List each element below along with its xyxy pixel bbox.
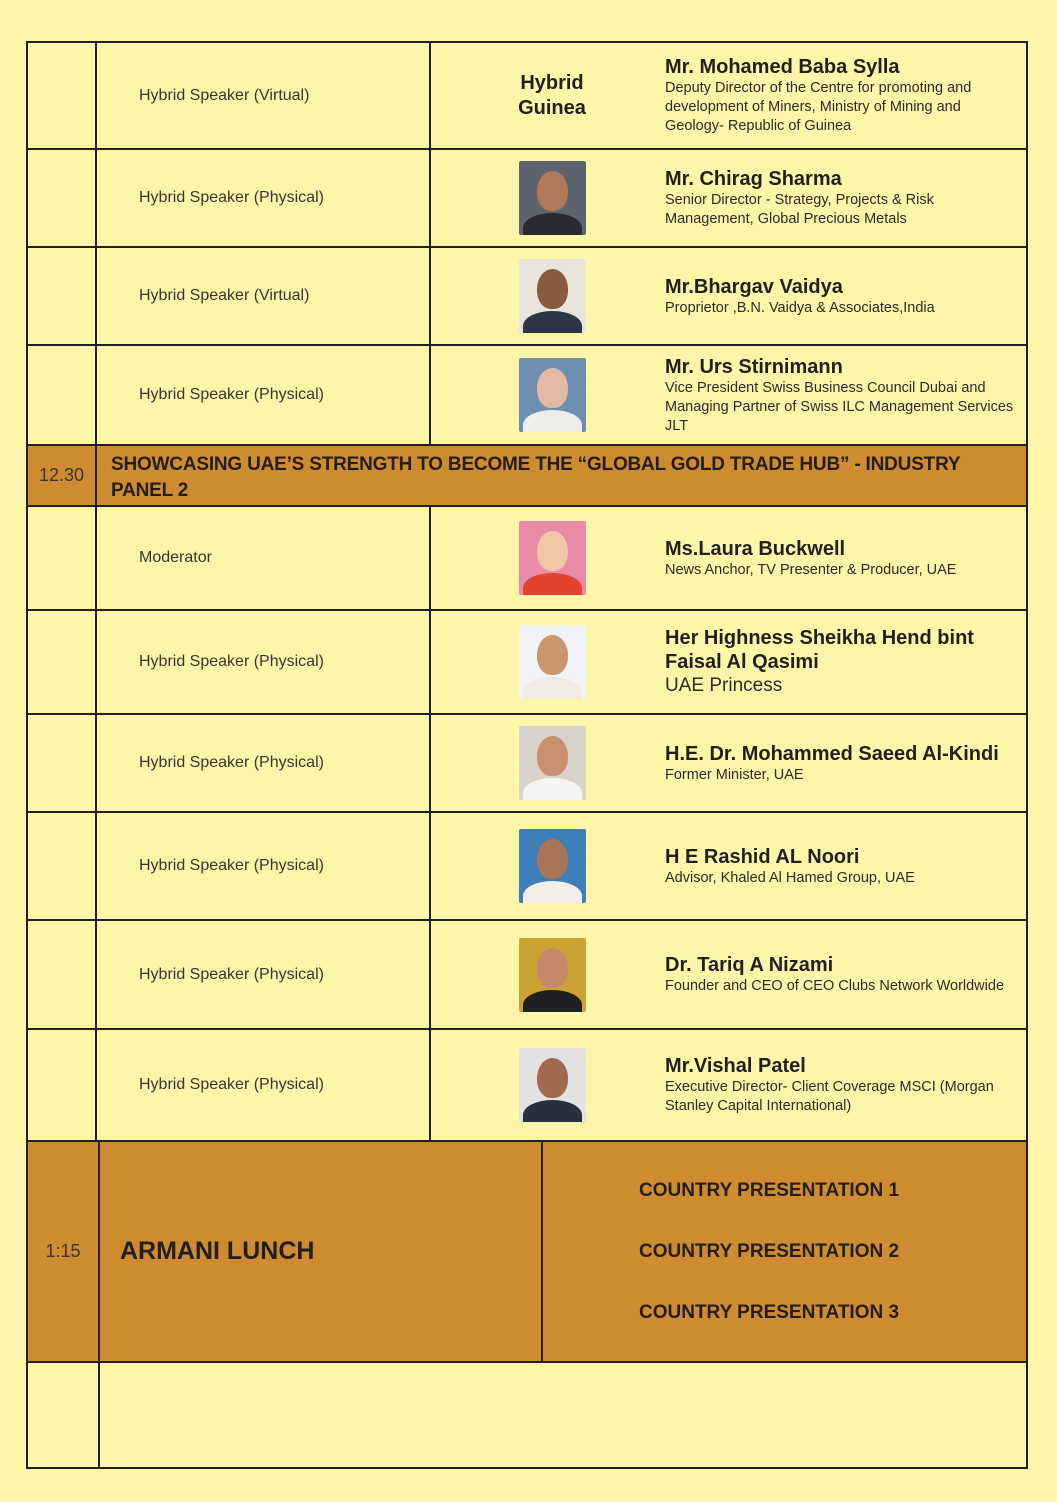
lunch-title: ARMANI LUNCH bbox=[100, 1142, 543, 1361]
time-cell bbox=[28, 715, 97, 811]
lunch-time: 1:15 bbox=[28, 1142, 100, 1361]
country-presentation-item: COUNTRY PRESENTATION 1 bbox=[639, 1179, 900, 1201]
time-cell bbox=[28, 921, 97, 1028]
speaker-info bbox=[665, 346, 1026, 444]
speaker-description: Advisor, Khaled Al Hamed Group, UAE bbox=[665, 869, 915, 886]
agenda-row bbox=[28, 611, 1026, 715]
speaker-name: Dr. Tariq A Nizami bbox=[665, 954, 834, 976]
speaker-name: Mr. Mohamed Baba Sylla bbox=[665, 56, 900, 78]
role-cell: Hybrid Speaker (Virtual) bbox=[97, 248, 431, 344]
agenda-row bbox=[28, 921, 1026, 1030]
speaker-name: Mr.Vishal Patel bbox=[665, 1055, 806, 1077]
photo-cell bbox=[431, 248, 665, 344]
speaker-description: UAE Princess bbox=[665, 675, 783, 696]
photo-cell bbox=[431, 1030, 665, 1140]
photo-cell bbox=[431, 611, 665, 713]
time-cell bbox=[28, 346, 97, 444]
role-cell: Hybrid Speaker (Physical) bbox=[97, 715, 431, 811]
role-cell: Hybrid Speaker (Physical) bbox=[97, 346, 431, 444]
time-cell bbox=[28, 150, 97, 246]
session-time: 12.30 bbox=[28, 446, 97, 505]
speaker-description: News Anchor, TV Presenter & Producer, UAE bbox=[665, 561, 957, 578]
speaker-photo bbox=[519, 358, 586, 432]
speaker-description: Vice President Swiss Business Council Dubai and Managing Partner of Swiss ILC Management Services JLT bbox=[665, 379, 1014, 434]
photo-cell bbox=[431, 346, 665, 444]
session-title: SHOWCASING UAE’S STRENGTH TO BECOME THE “GLOBAL GOLD TRADE HUB” - INDUSTRY PANEL 2 bbox=[111, 454, 961, 501]
speaker-description: Executive Director- Client Coverage MSCI (Morgan Stanley Capital International) bbox=[665, 1079, 994, 1114]
speaker-info bbox=[665, 43, 1026, 148]
speaker-photo bbox=[519, 726, 586, 800]
country-presentation-item: COUNTRY PRESENTATION 3 bbox=[639, 1301, 900, 1323]
agenda-row bbox=[28, 248, 1026, 346]
time-cell bbox=[28, 611, 97, 713]
speaker-description: Senior Director - Strategy, Projects & Risk Management, Global Precious Metals bbox=[665, 192, 934, 227]
time-cell bbox=[28, 43, 97, 148]
speaker-photo bbox=[519, 521, 586, 595]
speaker-info bbox=[665, 507, 1026, 609]
speaker-info bbox=[665, 248, 1026, 344]
time-cell bbox=[28, 1363, 100, 1467]
role-cell: Hybrid Speaker (Physical) bbox=[97, 1030, 431, 1140]
speaker-name: Her Highness Sheikha Hend bint Faisal Al Qasimi bbox=[665, 627, 974, 673]
empty-row bbox=[28, 1363, 1026, 1467]
agenda-row bbox=[28, 813, 1026, 921]
hybrid-label-line: Guinea bbox=[518, 96, 586, 119]
session-header-band bbox=[28, 446, 1026, 507]
hybrid-label-line: Hybrid bbox=[520, 71, 584, 94]
speaker-description: Proprietor ,B.N. Vaidya & Associates,India bbox=[665, 299, 935, 316]
agenda-row bbox=[28, 1030, 1026, 1142]
time-cell bbox=[28, 1030, 97, 1140]
role-cell: Hybrid Speaker (Physical) bbox=[97, 150, 431, 246]
speaker-photo bbox=[519, 625, 586, 699]
photo-cell bbox=[431, 150, 665, 246]
time-cell bbox=[28, 248, 97, 344]
speaker-description: Founder and CEO of CEO Clubs Network Worldwide bbox=[665, 978, 1005, 994]
role-cell: Moderator bbox=[97, 507, 431, 609]
photo-cell bbox=[431, 921, 665, 1028]
lunch-band bbox=[28, 1142, 1026, 1363]
speaker-photo bbox=[519, 259, 586, 333]
speaker-name: H.E. Dr. Mohammed Saeed Al-Kindi bbox=[665, 742, 999, 765]
speaker-name: H E Rashid AL Noori bbox=[665, 845, 860, 868]
speaker-name: Mr. Chirag Sharma bbox=[665, 168, 842, 190]
speaker-info bbox=[665, 715, 1026, 811]
speaker-info bbox=[665, 813, 1026, 919]
hybrid-location-label bbox=[518, 71, 586, 121]
agenda-row bbox=[28, 150, 1026, 248]
role-cell: Hybrid Speaker (Physical) bbox=[97, 921, 431, 1028]
speaker-description: Former Minister, UAE bbox=[665, 766, 804, 783]
agenda-table bbox=[26, 41, 1028, 1469]
time-cell bbox=[28, 507, 97, 609]
agenda-row bbox=[28, 43, 1026, 150]
agenda-row bbox=[28, 715, 1026, 813]
speaker-info bbox=[665, 150, 1026, 246]
photo-cell bbox=[431, 43, 665, 148]
speaker-photo bbox=[519, 161, 586, 235]
speaker-photo bbox=[519, 938, 586, 1012]
photo-cell bbox=[431, 715, 665, 811]
speaker-name: Ms.Laura Buckwell bbox=[665, 537, 846, 560]
country-presentations bbox=[543, 1142, 1026, 1361]
time-cell bbox=[28, 813, 97, 919]
role-cell: Hybrid Speaker (Physical) bbox=[97, 813, 431, 919]
photo-cell bbox=[431, 507, 665, 609]
speaker-info bbox=[665, 921, 1026, 1028]
empty-cell bbox=[100, 1363, 1026, 1467]
country-presentation-item: COUNTRY PRESENTATION 2 bbox=[639, 1240, 900, 1262]
speaker-name: Mr.Bhargav Vaidya bbox=[665, 275, 843, 298]
agenda-row bbox=[28, 346, 1026, 446]
role-cell: Hybrid Speaker (Virtual) bbox=[97, 43, 431, 148]
speaker-photo bbox=[519, 1048, 586, 1122]
agenda-row bbox=[28, 507, 1026, 611]
role-cell: Hybrid Speaker (Physical) bbox=[97, 611, 431, 713]
speaker-info bbox=[665, 611, 1026, 713]
photo-cell bbox=[431, 813, 665, 919]
speaker-description: Deputy Director of the Centre for promoting and development of Miners, Ministry of Mining and Geology- Republic of Guinea bbox=[665, 80, 972, 134]
speaker-name: Mr. Urs Stirnimann bbox=[665, 355, 843, 378]
speaker-photo bbox=[519, 829, 586, 903]
speaker-info bbox=[665, 1030, 1026, 1140]
